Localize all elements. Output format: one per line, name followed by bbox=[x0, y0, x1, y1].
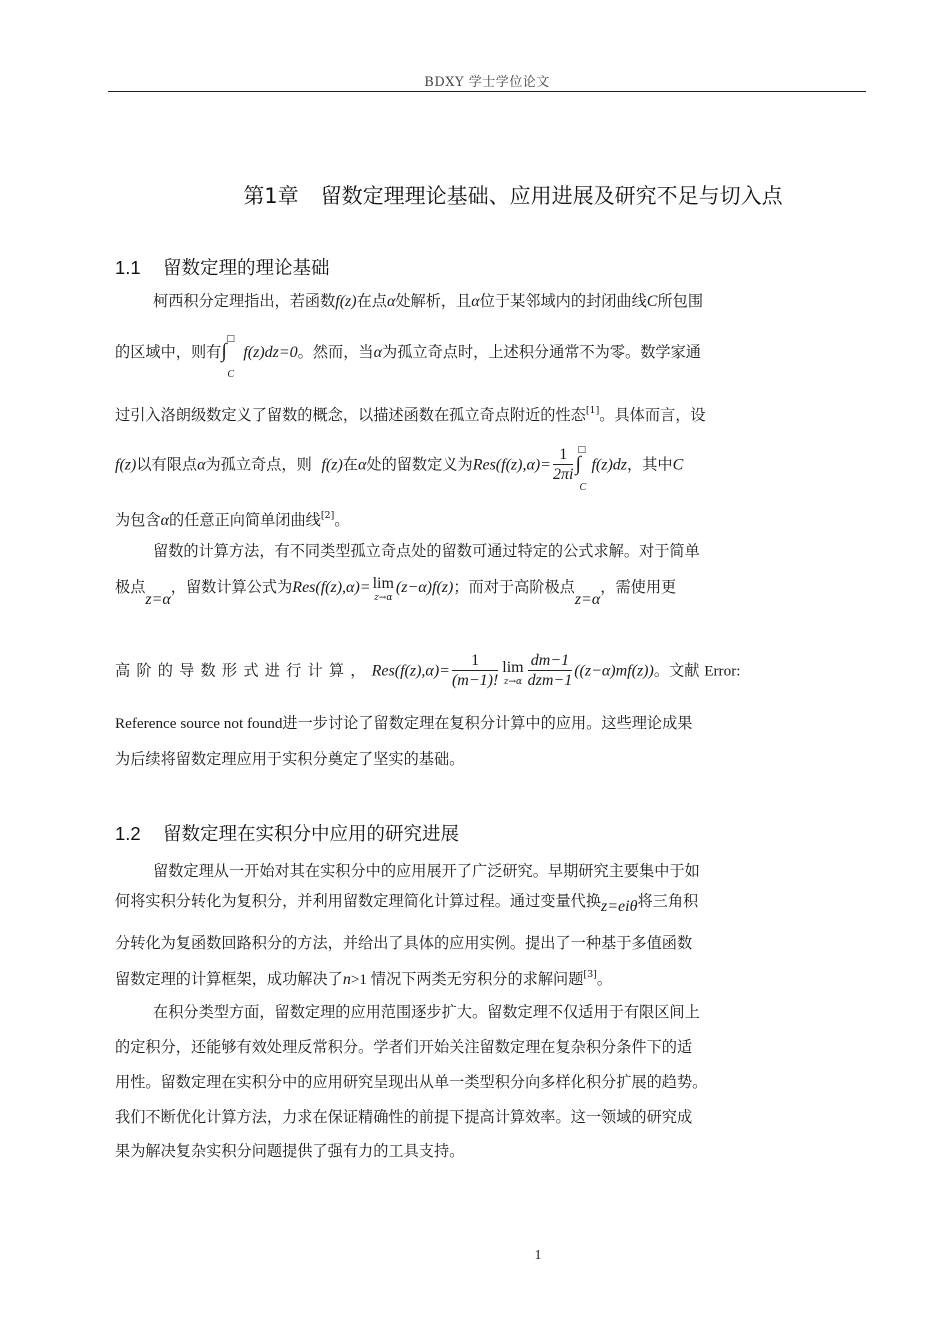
paragraph-line: 用性。留数定理在实积分中的应用研究呈现出从单一类型积分向多样化积分扩展的趋势。 bbox=[115, 1073, 708, 1091]
paragraph-line: 果为解决复杂实积分问题提供了强有力的工具支持。 bbox=[115, 1142, 465, 1160]
paragraph-line: 过引入洛朗级数定义了留数的概念，以描述函数在孤立奇点附近的性态[1]。具体而言，设 bbox=[115, 405, 706, 424]
section-heading-1-2: 1.2 留数定理在实积分中应用的研究进展 bbox=[115, 823, 460, 845]
page-number: 1 bbox=[534, 1248, 542, 1263]
paragraph-line: 高阶的导数形式进行计算，Res(f(z),α)= $\frac{1}{(m-1)!}$ lim z→α $\frac{dm-1}{\text{dzm−1}}$ ((z−α)mf(z))。文献 Error: bbox=[115, 652, 741, 689]
paragraph-line: 为包含α的任意正向简单闭曲线[2]。 bbox=[115, 510, 350, 529]
paragraph-line: 分转化为复函数回路积分的方法，并给出了具体的应用实例。提出了一种基于多值函数 bbox=[115, 934, 693, 952]
paragraph-line: 我们不断优化计算方法，力求在保证精确性的前提下提高计算效率。这一领域的研究成 bbox=[115, 1108, 693, 1126]
paragraph-line: 的区域中，则有 □ ∫ C f(z)dz=0。然而，当α为孤立奇点时，上述积分通常不为零。数学家通 bbox=[115, 334, 701, 380]
paragraph-line: f(z)以有限点α为孤立奇点，则 f(z)在α处的留数定义为Res(f(z),α)= $\frac{1}{2\pi i}$ □ ∫ C f(z)dz，其中C bbox=[115, 444, 684, 493]
chapter-number: 第1章 bbox=[243, 184, 299, 208]
paragraph-line: 在积分类型方面，留数定理的应用范围逐步扩大。留数定理不仅适用于有限区间上 bbox=[153, 1003, 700, 1021]
paragraph-line: 留数定理的计算框架，成功解决了n>1 情况下两类无穷积分的求解问题[3]。 bbox=[115, 969, 613, 988]
paragraph-line: 的定积分，还能够有效处理反常积分。学者们开始关注留数定理在复杂积分条件下的适 bbox=[115, 1038, 693, 1056]
paragraph-line: Reference source not found进一步讨论了留数定理在复积分计算中的应用。这些理论成果 bbox=[115, 715, 693, 732]
chapter-title bbox=[108, 180, 918, 210]
section-heading-1-1: 1.1 留数定理的理论基础 bbox=[115, 257, 330, 279]
paragraph-line: 何将实积分转化为复积分，并利用留数定理简化计算过程。通过变量代换z=eiθ将三角积 bbox=[115, 892, 699, 915]
chapter-title-text: 留数定理理论基础、应用进展及研究不足与切入点 bbox=[320, 184, 783, 208]
paragraph-line: 柯西积分定理指出，若函数f(z)在点α处解析，且α位于某邻域内的封闭曲线C所包围 bbox=[153, 292, 703, 310]
running-header: BDXY 学士学位论文 bbox=[424, 75, 550, 90]
paragraph-line: 留数的计算方法，有不同类型孤立奇点处的留数可通过特定的公式求解。对于简单 bbox=[153, 542, 700, 560]
header-rule bbox=[108, 91, 866, 92]
paragraph-line: 为后续将留数定理应用于实积分奠定了坚实的基础。 bbox=[115, 750, 465, 768]
paragraph-line: 留数定理从一开始对其在实积分中的应用展开了广泛研究。早期研究主要集中于如 bbox=[153, 862, 700, 880]
paragraph-line: 极点z=α，留数计算公式为Res(f(z),α)= lim z→α (z−α)f(z)；而对于高阶极点z=α，需使用更 bbox=[115, 575, 677, 608]
